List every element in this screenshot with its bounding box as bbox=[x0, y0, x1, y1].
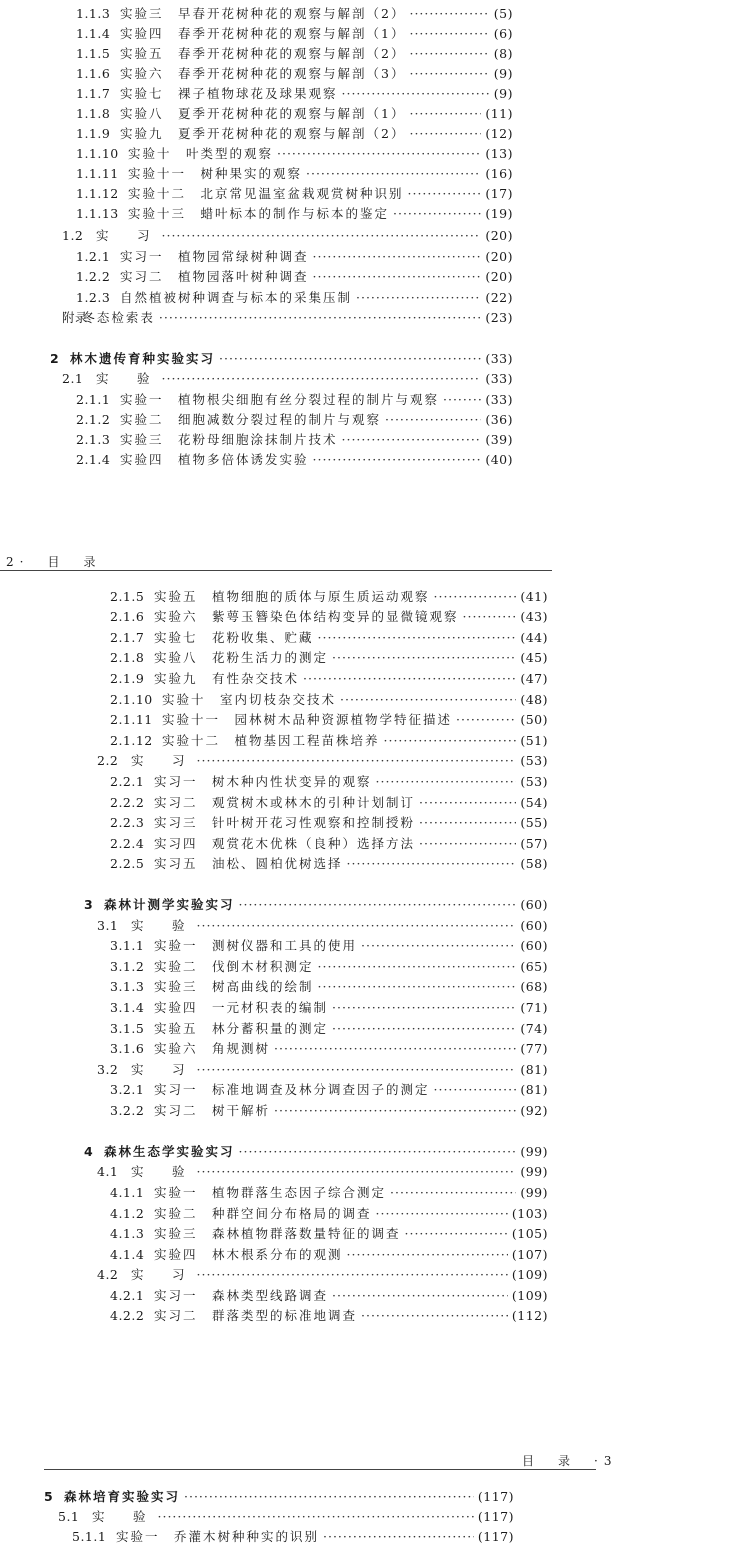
entry-page: (6) bbox=[493, 26, 513, 41]
toc-entry bbox=[110, 1308, 548, 1324]
leader-dots bbox=[313, 452, 482, 468]
entry-number: 4 bbox=[84, 1144, 94, 1159]
entry-title: 实验七 花粉收集、贮藏 bbox=[154, 630, 314, 645]
leader-dots bbox=[376, 774, 517, 790]
toc-entry bbox=[76, 249, 513, 265]
entry-page: (81) bbox=[520, 1062, 548, 1077]
entry-page: (33) bbox=[485, 392, 513, 407]
entry-page: (20) bbox=[485, 269, 513, 284]
toc-entry bbox=[110, 692, 548, 708]
entry-number: 3.1 bbox=[97, 918, 119, 933]
entry-title: 实 习 bbox=[96, 228, 158, 243]
toc-entry bbox=[110, 836, 548, 852]
leader-dots bbox=[356, 290, 481, 306]
entry-title: 自然植被树种调查与标本的采集压制 bbox=[120, 290, 353, 305]
leader-dots bbox=[390, 1185, 516, 1201]
toc-entry bbox=[110, 1021, 548, 1037]
entry-page: (68) bbox=[520, 979, 548, 994]
entry-page: (11) bbox=[485, 106, 513, 121]
toc-entry bbox=[76, 46, 513, 62]
entry-page: (55) bbox=[520, 815, 548, 830]
entry-title: 实习二 群落类型的标准地调查 bbox=[154, 1308, 358, 1323]
toc-entry bbox=[76, 106, 513, 122]
entry-page: (74) bbox=[520, 1021, 548, 1036]
entry-title: 实习五 油松、圆柏优树选择 bbox=[154, 856, 343, 871]
leader-dots bbox=[434, 1082, 517, 1098]
entry-number: 2.1.12 bbox=[110, 733, 153, 748]
entry-title: 实习一 树木种内性状变异的观察 bbox=[154, 774, 372, 789]
header-rule bbox=[0, 570, 552, 571]
entry-title: 实验十一 树种果实的观察 bbox=[128, 166, 303, 181]
leader-dots bbox=[197, 1164, 517, 1180]
entry-title: 实验三 树高曲线的绘制 bbox=[154, 979, 314, 994]
toc-chapter bbox=[84, 897, 548, 913]
toc-entry bbox=[76, 432, 513, 448]
entry-number: 4.1 bbox=[97, 1164, 119, 1179]
entry-number: 2.1.5 bbox=[110, 589, 145, 604]
entry-page: (23) bbox=[485, 310, 513, 325]
leader-dots bbox=[409, 126, 481, 142]
leader-dots bbox=[318, 979, 517, 995]
toc-chapter bbox=[50, 351, 513, 367]
entry-page: (36) bbox=[485, 412, 513, 427]
entry-page: (105) bbox=[511, 1226, 548, 1241]
entry-number: 2 bbox=[50, 351, 60, 366]
entry-number: 3.1.3 bbox=[110, 979, 145, 994]
toc-entry bbox=[76, 392, 513, 408]
entry-page: (117) bbox=[477, 1489, 514, 1504]
entry-page: (57) bbox=[520, 836, 548, 851]
entry-title: 实 习 bbox=[131, 1267, 193, 1282]
entry-page: (9) bbox=[493, 86, 513, 101]
leader-dots bbox=[303, 671, 516, 687]
toc-entry bbox=[110, 630, 548, 646]
toc-entry bbox=[110, 959, 548, 975]
entry-title: 实验五 林分蓄积量的测定 bbox=[154, 1021, 329, 1036]
entry-page: (16) bbox=[485, 166, 513, 181]
entry-page: (107) bbox=[511, 1247, 548, 1262]
entry-page: (53) bbox=[520, 753, 548, 768]
entry-title: 实验九 有性杂交技术 bbox=[154, 671, 300, 686]
entry-number: 2.1.4 bbox=[76, 452, 111, 467]
toc-chapter bbox=[84, 1144, 548, 1160]
entry-title: 实习三 针叶树开花习性观察和控制授粉 bbox=[154, 815, 416, 830]
entry-title: 实验五 植物细胞的质体与原生质运动观察 bbox=[154, 589, 430, 604]
leader-dots bbox=[184, 1489, 474, 1505]
entry-number: 1.1.7 bbox=[76, 86, 111, 101]
leader-dots bbox=[239, 1144, 517, 1160]
entry-page: (58) bbox=[520, 856, 548, 871]
toc-entry bbox=[110, 1103, 548, 1119]
toc-entry bbox=[110, 795, 548, 811]
entry-number: 3.1.6 bbox=[110, 1041, 145, 1056]
entry-title: 实验四 林木根系分布的观测 bbox=[154, 1247, 343, 1262]
toc-entry bbox=[76, 452, 513, 468]
entry-number: 1.1.9 bbox=[76, 126, 111, 141]
entry-number: 3.1.2 bbox=[110, 959, 145, 974]
entry-number: 5.1.1 bbox=[72, 1529, 107, 1544]
entry-number: 3.2.1 bbox=[110, 1082, 145, 1097]
entry-page: (60) bbox=[520, 938, 548, 953]
leader-dots bbox=[443, 392, 481, 408]
entry-page: (33) bbox=[485, 371, 513, 386]
leader-dots bbox=[393, 206, 481, 222]
toc-entry bbox=[110, 712, 548, 728]
leader-dots bbox=[159, 310, 481, 326]
entry-page: (60) bbox=[520, 918, 548, 933]
toc-section bbox=[62, 371, 513, 387]
leader-dots bbox=[419, 795, 516, 811]
toc-entry bbox=[76, 6, 513, 22]
entry-title: 实验三 森林植物群落数量特征的调查 bbox=[154, 1226, 401, 1241]
entry-title: 实验七 裸子植物球花及球果观察 bbox=[120, 86, 338, 101]
entry-title: 实验六 紫萼玉簪染色体结构变异的显微镜观察 bbox=[154, 609, 459, 624]
entry-title: 实习二 树干解析 bbox=[154, 1103, 271, 1118]
entry-page: (109) bbox=[511, 1288, 548, 1303]
entry-title: 实验十 叶类型的观察 bbox=[128, 146, 274, 161]
toc-entry bbox=[110, 733, 548, 749]
entry-page: (12) bbox=[485, 126, 513, 141]
entry-title: 实 习 bbox=[131, 753, 193, 768]
toc-entry bbox=[76, 146, 513, 162]
toc-entry bbox=[110, 1247, 548, 1263]
entry-number: 1.1.13 bbox=[76, 206, 119, 221]
entry-title: 实验一 植物根尖细胞有丝分裂过程的制片与观察 bbox=[120, 392, 440, 407]
entry-number: 2.1.6 bbox=[110, 609, 145, 624]
entry-number: 3.1.1 bbox=[110, 938, 145, 953]
entry-title: 实习二 观赏树木或林木的引种计划制订 bbox=[154, 795, 416, 810]
toc-entry bbox=[110, 1041, 548, 1057]
toc-entry bbox=[110, 1288, 548, 1304]
entry-title: 实验二 细胞减数分裂过程的制片与观察 bbox=[120, 412, 382, 427]
entry-title: 实验五 春季开花树种花的观察与解剖（2） bbox=[120, 46, 406, 61]
entry-number: 3.1.5 bbox=[110, 1021, 145, 1036]
leader-dots bbox=[408, 186, 482, 202]
entry-page: (20) bbox=[485, 228, 513, 243]
entry-page: (117) bbox=[477, 1529, 514, 1544]
entry-page: (19) bbox=[485, 206, 513, 221]
leader-dots bbox=[361, 938, 516, 954]
entry-title: 实习一 植物园常绿树种调查 bbox=[120, 249, 309, 264]
toc-section bbox=[97, 753, 548, 769]
toc-entry bbox=[110, 1226, 548, 1242]
toc-entry bbox=[110, 856, 548, 872]
entry-page: (41) bbox=[520, 589, 548, 604]
entry-number: 1.1.4 bbox=[76, 26, 111, 41]
entry-page: (109) bbox=[511, 1267, 548, 1282]
entry-number: 3.1.4 bbox=[110, 1000, 145, 1015]
entry-number: 2.1.11 bbox=[110, 712, 153, 727]
entry-number: 1.1.8 bbox=[76, 106, 111, 121]
entry-title: 实 验 bbox=[131, 1164, 193, 1179]
entry-number: 2.1.7 bbox=[110, 630, 145, 645]
entry-number: 附录 bbox=[62, 310, 89, 325]
entry-title: 实验十二 植物基因工程苗株培养 bbox=[162, 733, 380, 748]
toc-section bbox=[97, 918, 548, 934]
entry-page: (50) bbox=[520, 712, 548, 727]
entry-number: 3.2 bbox=[97, 1062, 119, 1077]
toc-entry bbox=[76, 126, 513, 142]
entry-title: 实验八 夏季开花树种花的观察与解剖（1） bbox=[120, 106, 406, 121]
toc-entry bbox=[110, 1000, 548, 1016]
toc-entry bbox=[110, 1185, 548, 1201]
entry-title: 实验四 春季开花树种花的观察与解剖（1） bbox=[120, 26, 406, 41]
entry-page: (44) bbox=[520, 630, 548, 645]
toc-entry bbox=[110, 589, 548, 605]
entry-title: 实验四 植物多倍体诱发实验 bbox=[120, 452, 309, 467]
leader-dots bbox=[219, 351, 481, 367]
toc-entry bbox=[76, 66, 513, 82]
entry-title: 实验三 花粉母细胞涂抹制片技术 bbox=[120, 432, 338, 447]
entry-number: 1.2.1 bbox=[76, 249, 111, 264]
leader-dots bbox=[313, 269, 482, 285]
leader-dots bbox=[332, 1288, 508, 1304]
toc-section bbox=[97, 1267, 548, 1283]
leader-dots bbox=[323, 1529, 474, 1545]
leader-dots bbox=[342, 86, 490, 102]
entry-number: 4.1.3 bbox=[110, 1226, 145, 1241]
leader-dots bbox=[347, 856, 517, 872]
leader-dots bbox=[419, 815, 516, 831]
entry-title: 实验一 测树仪器和工具的使用 bbox=[154, 938, 358, 953]
entry-number: 2.1.1 bbox=[76, 392, 111, 407]
toc-section bbox=[58, 1509, 514, 1525]
entry-page: (99) bbox=[520, 1144, 548, 1159]
leader-dots bbox=[405, 1226, 508, 1242]
entry-title: 实 验 bbox=[92, 1509, 154, 1524]
entry-title: 实验一 乔灌木树种种实的识别 bbox=[116, 1529, 320, 1544]
entry-number: 1.1.11 bbox=[76, 166, 119, 181]
entry-page: (71) bbox=[520, 1000, 548, 1015]
toc-section bbox=[97, 1164, 548, 1180]
entry-title: 实验二 种群空间分布格局的调查 bbox=[154, 1206, 372, 1221]
entry-page: (48) bbox=[520, 692, 548, 707]
entry-number: 2.2.5 bbox=[110, 856, 145, 871]
toc-entry bbox=[76, 86, 513, 102]
leader-dots bbox=[313, 249, 482, 265]
toc-entry bbox=[76, 206, 513, 222]
entry-title: 实习二 植物园落叶树种调查 bbox=[120, 269, 309, 284]
entry-page: (77) bbox=[520, 1041, 548, 1056]
entry-number: 2.1.3 bbox=[76, 432, 111, 447]
toc-entry bbox=[110, 774, 548, 790]
leader-dots bbox=[158, 1509, 474, 1525]
entry-title: 冬态检索表 bbox=[82, 310, 155, 325]
entry-number: 5.1 bbox=[58, 1509, 80, 1524]
entry-page: (40) bbox=[485, 452, 513, 467]
entry-page: (51) bbox=[520, 733, 548, 748]
leader-dots bbox=[332, 1021, 516, 1037]
entry-title: 实 习 bbox=[131, 1062, 193, 1077]
entry-title: 实习四 观赏花木优株（良种）选择方法 bbox=[154, 836, 416, 851]
entry-page: (43) bbox=[520, 609, 548, 624]
entry-title: 森林生态学实验实习 bbox=[104, 1144, 235, 1159]
leader-dots bbox=[342, 432, 482, 448]
entry-page: (60) bbox=[520, 897, 548, 912]
leader-dots bbox=[197, 1267, 508, 1283]
entry-number: 1.1.3 bbox=[76, 6, 111, 21]
leader-dots bbox=[306, 166, 481, 182]
entry-number: 2.2.1 bbox=[110, 774, 145, 789]
entry-number: 4.1.4 bbox=[110, 1247, 145, 1262]
entry-number: 4.1.1 bbox=[110, 1185, 145, 1200]
entry-page: (22) bbox=[485, 290, 513, 305]
entry-number: 2.2.4 bbox=[110, 836, 145, 851]
entry-page: (20) bbox=[485, 249, 513, 264]
toc-entry bbox=[76, 290, 513, 306]
entry-page: (9) bbox=[493, 66, 513, 81]
leader-dots bbox=[340, 692, 516, 708]
leader-dots bbox=[347, 1247, 508, 1263]
toc-entry bbox=[76, 186, 513, 202]
toc-entry bbox=[110, 671, 548, 687]
leader-dots bbox=[463, 609, 517, 625]
entry-number: 2.2.3 bbox=[110, 815, 145, 830]
leader-dots bbox=[332, 650, 516, 666]
entry-title: 实验八 花粉生活力的测定 bbox=[154, 650, 329, 665]
entry-number: 1.2.2 bbox=[76, 269, 111, 284]
entry-number: 2.1.10 bbox=[110, 692, 153, 707]
entry-number: 1.1.10 bbox=[76, 146, 119, 161]
toc-appendix bbox=[62, 310, 513, 326]
entry-title: 林木遗传育种实验实习 bbox=[70, 351, 216, 366]
entry-number: 1.2 bbox=[62, 228, 84, 243]
entry-number: 4.2.1 bbox=[110, 1288, 145, 1303]
entry-title: 实验九 夏季开花树种花的观察与解剖（2） bbox=[120, 126, 406, 141]
toc-entry bbox=[110, 1206, 548, 1222]
page-header: 2· 目 录 bbox=[6, 555, 102, 569]
entry-title: 实验十三 蜡叶标本的制作与标本的鉴定 bbox=[128, 206, 390, 221]
leader-dots bbox=[456, 712, 516, 728]
entry-page: (45) bbox=[520, 650, 548, 665]
leader-dots bbox=[239, 897, 517, 913]
leader-dots bbox=[274, 1103, 516, 1119]
entry-title: 实验十 室内切枝杂交技术 bbox=[162, 692, 337, 707]
toc-section bbox=[97, 1062, 548, 1078]
entry-number: 3 bbox=[84, 897, 94, 912]
page-header: 目 录 ·3 bbox=[522, 1454, 618, 1468]
entry-number: 3.2.2 bbox=[110, 1103, 145, 1118]
toc-entry bbox=[76, 412, 513, 428]
toc-entry bbox=[72, 1529, 514, 1545]
entry-title: 实验六 春季开花树种花的观察与解剖（3） bbox=[120, 66, 406, 81]
entry-number: 1.1.6 bbox=[76, 66, 111, 81]
entry-title: 实验十二 北京常见温室盆栽观赏树种识别 bbox=[128, 186, 404, 201]
toc-entry bbox=[110, 979, 548, 995]
toc-entry bbox=[76, 26, 513, 42]
leader-dots bbox=[409, 106, 481, 122]
entry-number: 2.1.2 bbox=[76, 412, 111, 427]
entry-number: 2.1.8 bbox=[110, 650, 145, 665]
entry-page: (8) bbox=[493, 46, 513, 61]
entry-number: 4.1.2 bbox=[110, 1206, 145, 1221]
entry-page: (65) bbox=[520, 959, 548, 974]
entry-page: (103) bbox=[511, 1206, 548, 1221]
entry-number: 4.2 bbox=[97, 1267, 119, 1282]
leader-dots bbox=[409, 26, 489, 42]
entry-page: (54) bbox=[520, 795, 548, 810]
entry-page: (117) bbox=[477, 1509, 514, 1524]
entry-title: 实 验 bbox=[131, 918, 193, 933]
entry-title: 实验二 伐倒木材积测定 bbox=[154, 959, 314, 974]
entry-title: 实 验 bbox=[96, 371, 158, 386]
leader-dots bbox=[332, 1000, 516, 1016]
leader-dots bbox=[162, 228, 482, 244]
leader-dots bbox=[197, 753, 517, 769]
leader-dots bbox=[277, 146, 481, 162]
entry-title: 实验三 早春开花树种花的观察与解剖（2） bbox=[120, 6, 406, 21]
toc-entry bbox=[110, 1082, 548, 1098]
leader-dots bbox=[409, 46, 489, 62]
leader-dots bbox=[274, 1041, 516, 1057]
entry-page: (33) bbox=[485, 351, 513, 366]
entry-title: 实习一 森林类型线路调查 bbox=[154, 1288, 329, 1303]
entry-page: (13) bbox=[485, 146, 513, 161]
entry-title: 实验六 角规测树 bbox=[154, 1041, 271, 1056]
entry-number: 4.2.2 bbox=[110, 1308, 145, 1323]
toc-chapter bbox=[44, 1489, 514, 1505]
toc-entry bbox=[110, 650, 548, 666]
leader-dots bbox=[376, 1206, 508, 1222]
entry-page: (112) bbox=[511, 1308, 548, 1323]
entry-page: (39) bbox=[485, 432, 513, 447]
entry-title: 森林计测学实验实习 bbox=[104, 897, 235, 912]
toc-section bbox=[62, 228, 513, 244]
leader-dots bbox=[197, 918, 517, 934]
entry-title: 森林培育实验实习 bbox=[64, 1489, 181, 1504]
header-rule bbox=[44, 1469, 596, 1470]
entry-title: 实习一 标准地调查及林分调查因子的测定 bbox=[154, 1082, 430, 1097]
leader-dots bbox=[385, 412, 481, 428]
leader-dots bbox=[318, 959, 517, 975]
leader-dots bbox=[162, 371, 482, 387]
leader-dots bbox=[419, 836, 516, 852]
entry-number: 1.1.5 bbox=[76, 46, 111, 61]
leader-dots bbox=[409, 66, 489, 82]
toc-entry bbox=[110, 609, 548, 625]
toc-entry bbox=[76, 166, 513, 182]
entry-page: (99) bbox=[520, 1185, 548, 1200]
toc-entry bbox=[76, 269, 513, 285]
entry-number: 2.2 bbox=[97, 753, 119, 768]
entry-number: 2.1.9 bbox=[110, 671, 145, 686]
entry-page: (81) bbox=[520, 1082, 548, 1097]
entry-number: 1.1.12 bbox=[76, 186, 119, 201]
entry-number: 1.2.3 bbox=[76, 290, 111, 305]
toc-entry bbox=[110, 938, 548, 954]
leader-dots bbox=[197, 1062, 517, 1078]
leader-dots bbox=[384, 733, 517, 749]
entry-page: (99) bbox=[520, 1164, 548, 1179]
entry-page: (53) bbox=[520, 774, 548, 789]
leader-dots bbox=[434, 589, 517, 605]
leader-dots bbox=[318, 630, 517, 646]
entry-page: (92) bbox=[520, 1103, 548, 1118]
toc-entry bbox=[110, 815, 548, 831]
entry-page: (5) bbox=[493, 6, 513, 21]
entry-title: 实验十一 园林树木品种资源植物学特征描述 bbox=[162, 712, 453, 727]
leader-dots bbox=[361, 1308, 508, 1324]
entry-number: 5 bbox=[44, 1489, 54, 1504]
entry-title: 实验一 植物群落生态因子综合测定 bbox=[154, 1185, 387, 1200]
entry-page: (47) bbox=[520, 671, 548, 686]
entry-title: 实验四 一元材积表的编制 bbox=[154, 1000, 329, 1015]
entry-number: 2.1 bbox=[62, 371, 84, 386]
leader-dots bbox=[409, 6, 489, 22]
entry-number: 2.2.2 bbox=[110, 795, 145, 810]
entry-page: (17) bbox=[485, 186, 513, 201]
